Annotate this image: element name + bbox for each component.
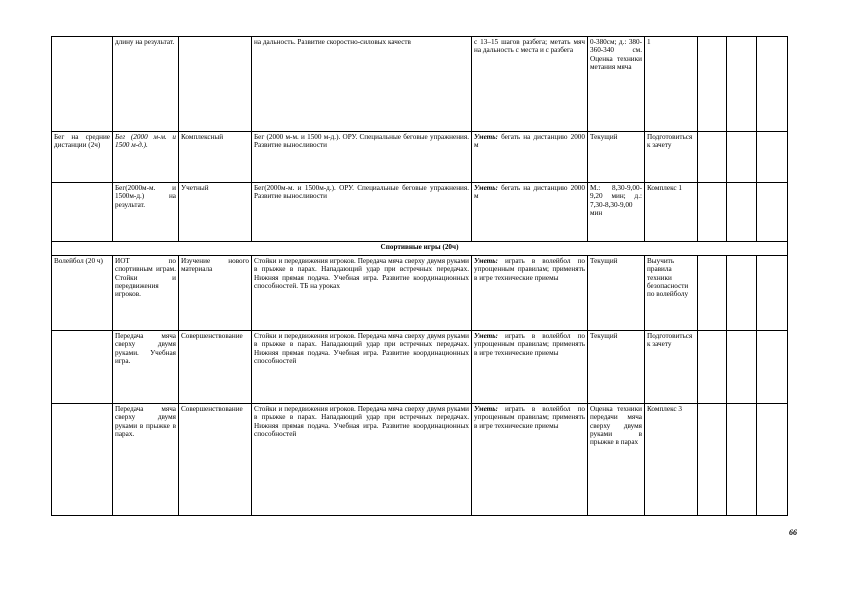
lesson-plan-table bbox=[51, 36, 788, 516]
topic-cell bbox=[52, 404, 113, 516]
table-row bbox=[52, 132, 788, 183]
requirements-text: бегать на дистанцию 2000 м bbox=[474, 133, 585, 150]
lesson-type-cell: Изучение нового материала bbox=[179, 256, 252, 331]
content-cell: на дальность. Развитие скоростно-силовых качеств bbox=[252, 37, 472, 132]
lesson-title-cell: ИОТ по спортивным играм. Стойки и передвижения игроков. bbox=[113, 256, 179, 331]
date-cell bbox=[757, 331, 788, 404]
table-row bbox=[52, 404, 788, 516]
lesson-title-cell: Бег(2000м-м. и 1500м-д.) на результат. bbox=[113, 183, 179, 242]
date-cell bbox=[698, 404, 727, 516]
lesson-type-cell bbox=[179, 37, 252, 132]
control-cell: Текущий bbox=[588, 331, 645, 404]
requirements-label: Уметь: bbox=[474, 332, 498, 340]
homework-cell: Выучить правила техники безопасности по волейболу bbox=[645, 256, 698, 331]
topic-cell: Волейбол (20 ч) bbox=[52, 256, 113, 331]
requirements-label: Уметь: bbox=[474, 257, 498, 265]
homework-cell: Комплекс 3 bbox=[645, 404, 698, 516]
homework-cell: Подготовиться к зачету bbox=[645, 132, 698, 183]
section-row bbox=[52, 242, 788, 256]
date-cell bbox=[698, 37, 727, 132]
requirements-cell bbox=[472, 331, 588, 404]
date-cell bbox=[698, 132, 727, 183]
lesson-type-cell: Совершенствование bbox=[179, 331, 252, 404]
requirements-label: Уметь: bbox=[474, 133, 498, 141]
content-cell: Стойки и передвижения игроков. Передача мяча сверху двумя руками в прыжке в парах. Нападающий удар при встречных передачах. Нижняя прямая подача. Учебная игра. Развитие координационных способностей. ТБ на уроках bbox=[252, 256, 472, 331]
lesson-title-cell: Бег (2000 м-м. и 1500 м-д.). bbox=[113, 132, 179, 183]
date-cell bbox=[757, 132, 788, 183]
date-cell bbox=[757, 404, 788, 516]
date-cell bbox=[757, 183, 788, 242]
control-cell: М.: 8,30-9,00-9,20 мин; д.: 7,30-8,30-9,00 мин bbox=[588, 183, 645, 242]
date-cell bbox=[727, 183, 757, 242]
homework-cell: Подготовиться к зачету bbox=[645, 331, 698, 404]
requirements-cell: с 13–15 шагов разбега; метать мяч на дальность с места и с разбега bbox=[472, 37, 588, 132]
requirements-text: бегать на дистанцию 2000 м bbox=[474, 184, 585, 201]
control-cell: Оценка техники передачи мяча сверху двумя руками в прыжке в парах bbox=[588, 404, 645, 516]
topic-cell bbox=[52, 37, 113, 132]
date-cell bbox=[757, 37, 788, 132]
date-cell bbox=[727, 331, 757, 404]
lesson-type-cell: Комплексный bbox=[179, 132, 252, 183]
content-cell: Стойки и передвижения игроков. Передача мяча сверху двумя руками в прыжке в парах. Нападающий удар при встречных передачах. Нижняя прямая подача. Учебная игра. Развитие координационных способностей bbox=[252, 404, 472, 516]
content-cell: Бег(2000м-м. и 1500м-д.). ОРУ. Специальные беговые упражнения. Развитие выносливости bbox=[252, 183, 472, 242]
table-row bbox=[52, 256, 788, 331]
requirements-text: играть в волейбол по упрощенным правилам; применять в игре технические приемы bbox=[474, 257, 586, 282]
page-number: 66 bbox=[789, 528, 797, 537]
topic-cell bbox=[52, 331, 113, 404]
lesson-type-cell: Совершенствование bbox=[179, 404, 252, 516]
lesson-title-cell: Передача мяча сверху двумя руками в прыжке в парах. bbox=[113, 404, 179, 516]
requirements-cell bbox=[472, 132, 588, 183]
requirements-label: Уметь: bbox=[474, 405, 498, 413]
control-cell: 0-380см; д.: 380-360-340 см. Оценка техники метания мяча bbox=[588, 37, 645, 132]
topic-cell: Бег на средние дистанции (2ч) bbox=[52, 132, 113, 183]
date-cell bbox=[727, 132, 757, 183]
topic-cell bbox=[52, 183, 113, 242]
control-cell: Текущий bbox=[588, 132, 645, 183]
date-cell bbox=[698, 183, 727, 242]
date-cell bbox=[698, 256, 727, 331]
section-title: Спортивные игры (20ч) bbox=[52, 242, 788, 256]
date-cell bbox=[727, 256, 757, 331]
requirements-cell bbox=[472, 404, 588, 516]
date-cell bbox=[698, 331, 727, 404]
lesson-title-cell: Передача мяча сверху двумя руками. Учебная игра. bbox=[113, 331, 179, 404]
requirements-label: Уметь: bbox=[474, 184, 498, 192]
date-cell bbox=[727, 37, 757, 132]
lesson-title-cell: длину на результат. bbox=[113, 37, 179, 132]
table-row bbox=[52, 183, 788, 242]
homework-cell: 1 bbox=[645, 37, 698, 132]
date-cell bbox=[727, 404, 757, 516]
homework-cell: Комплекс 1 bbox=[645, 183, 698, 242]
requirements-text: играть в волейбол по упрощенным правилам; применять в игре технические приемы bbox=[474, 332, 586, 357]
table-row bbox=[52, 331, 788, 404]
requirements-cell bbox=[472, 183, 588, 242]
table-row bbox=[52, 37, 788, 132]
content-cell: Бег (2000 м-м. и 1500 м-д.). ОРУ. Специальные беговые упражнения. Развитие выносливости bbox=[252, 132, 472, 183]
lesson-type-cell: Учетный bbox=[179, 183, 252, 242]
control-cell: Текущий bbox=[588, 256, 645, 331]
requirements-cell bbox=[472, 256, 588, 331]
requirements-text: играть в волейбол по упрощенным правилам; применять в игре технические приемы bbox=[474, 405, 586, 430]
date-cell bbox=[757, 256, 788, 331]
content-cell: Стойки и передвижения игроков. Передача мяча сверху двумя руками в прыжке в парах. Нападающий удар при встречных передачах. Нижняя прямая подача. Учебная игра. Развитие координационных способностей bbox=[252, 331, 472, 404]
